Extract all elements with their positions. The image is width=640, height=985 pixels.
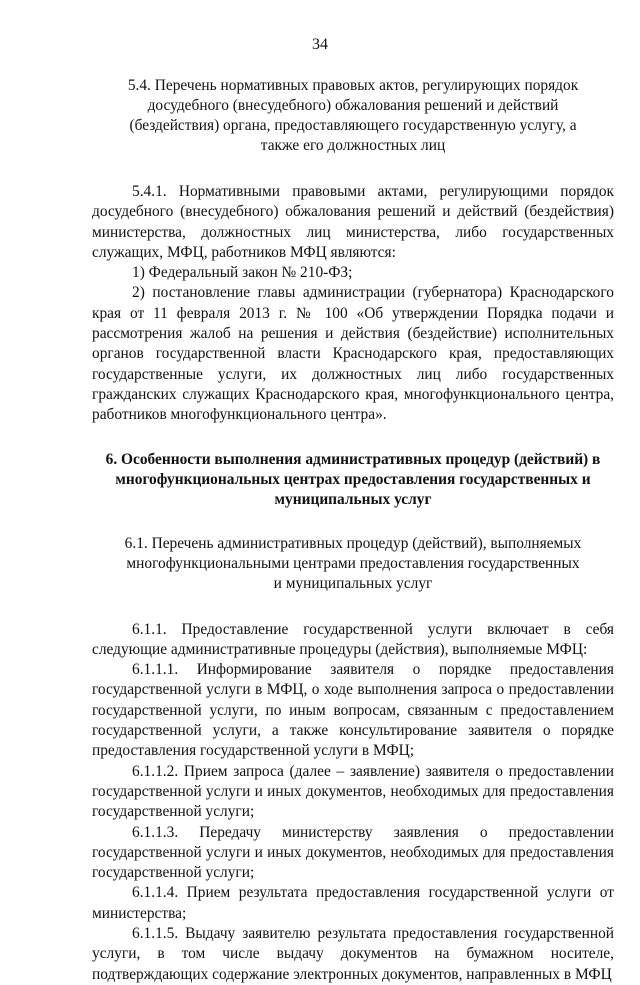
page-number: 34 — [312, 36, 328, 53]
paragraph-5-4-1: 5.4.1. Нормативными правовыми актами, регулирующими порядок досудебного (внесудебного) обжалования решений и действий (бездействия) министерства, должностных лиц министерства, либо государственных служащих, МФЦ, работников МФЦ являются: — [92, 183, 614, 261]
paragraph-6-1-1-5: 6.1.1.5. Выдачу заявителю результата предоставления государственной услуги, в том числе выдачу документов на бумажном носителе, подтверждающих содержание электронных документов, направленных в МФЦ — [92, 925, 614, 983]
paragraph-6-1-1: 6.1.1. Предоставление государственной услуги включает в себя следующие административные процедуры (действия), выполняемые МФЦ: — [92, 620, 614, 658]
paragraph-6-1-1-3: 6.1.1.3. Передачу министерству заявления о предоставлении государственной услуги и иных документов, необходимых для предоставления государственной услуги; — [92, 823, 614, 882]
paragraph-6-1-1-4: 6.1.1.4. Прием результата предоставления государственной услуги от министерства; — [92, 884, 614, 922]
section-6-heading: 6. Особенности выполнения административных процедур (действий) в многофункциональных центрах предоставления государственных и муниципальных услуг — [105, 450, 601, 508]
paragraph-6-1-1-1: 6.1.1.1. Информирование заявителя о порядке предоставления государственной услуги в МФЦ, о ходе выполнения запроса о предоставлении государственной услуги, по иным вопросам, связанным с предоставлением государственной услуги, а также консультирование заявителя о порядке предоставления государственной услуги в МФЦ; — [92, 661, 614, 760]
paragraph-6-1-1-2: 6.1.1.2. Прием запроса (далее – заявление) заявителя о предоставлении государственной услуги и иных документов, необходимых для предоставления государственной услуги; — [92, 762, 614, 821]
section-5-4-heading: 5.4. Перечень нормативных правовых актов, регулирующих порядок досудебного (внесудебного) обжалования решений и действий (бездействия) органа, предоставляющего государственную услугу, а также его должностных лиц — [127, 77, 579, 154]
section-6-1-heading: 6.1. Перечень административных процедур (действий), выполняемых многофункциональными центрами предоставления государственных и муниципальных услуг — [124, 534, 582, 592]
list-item-2: 2) постановление главы администрации (губернатора) Краснодарского края от 11 февраля 2013 г. № 100 «Об утверждении Порядка подачи и рассмотрения жалоб на решения и действия (бездействие) исполнительных органов государственной власти Краснодарского края, предоставляющих государственные услуги, их должностных лиц либо государственных гражданских служащих Краснодарского края, многофункционального центра, работников многофункционального центра». — [92, 284, 614, 424]
page-content — [92, 76, 614, 985]
list-item-1: 1) Федеральный закон № 210-ФЗ; — [132, 264, 353, 282]
